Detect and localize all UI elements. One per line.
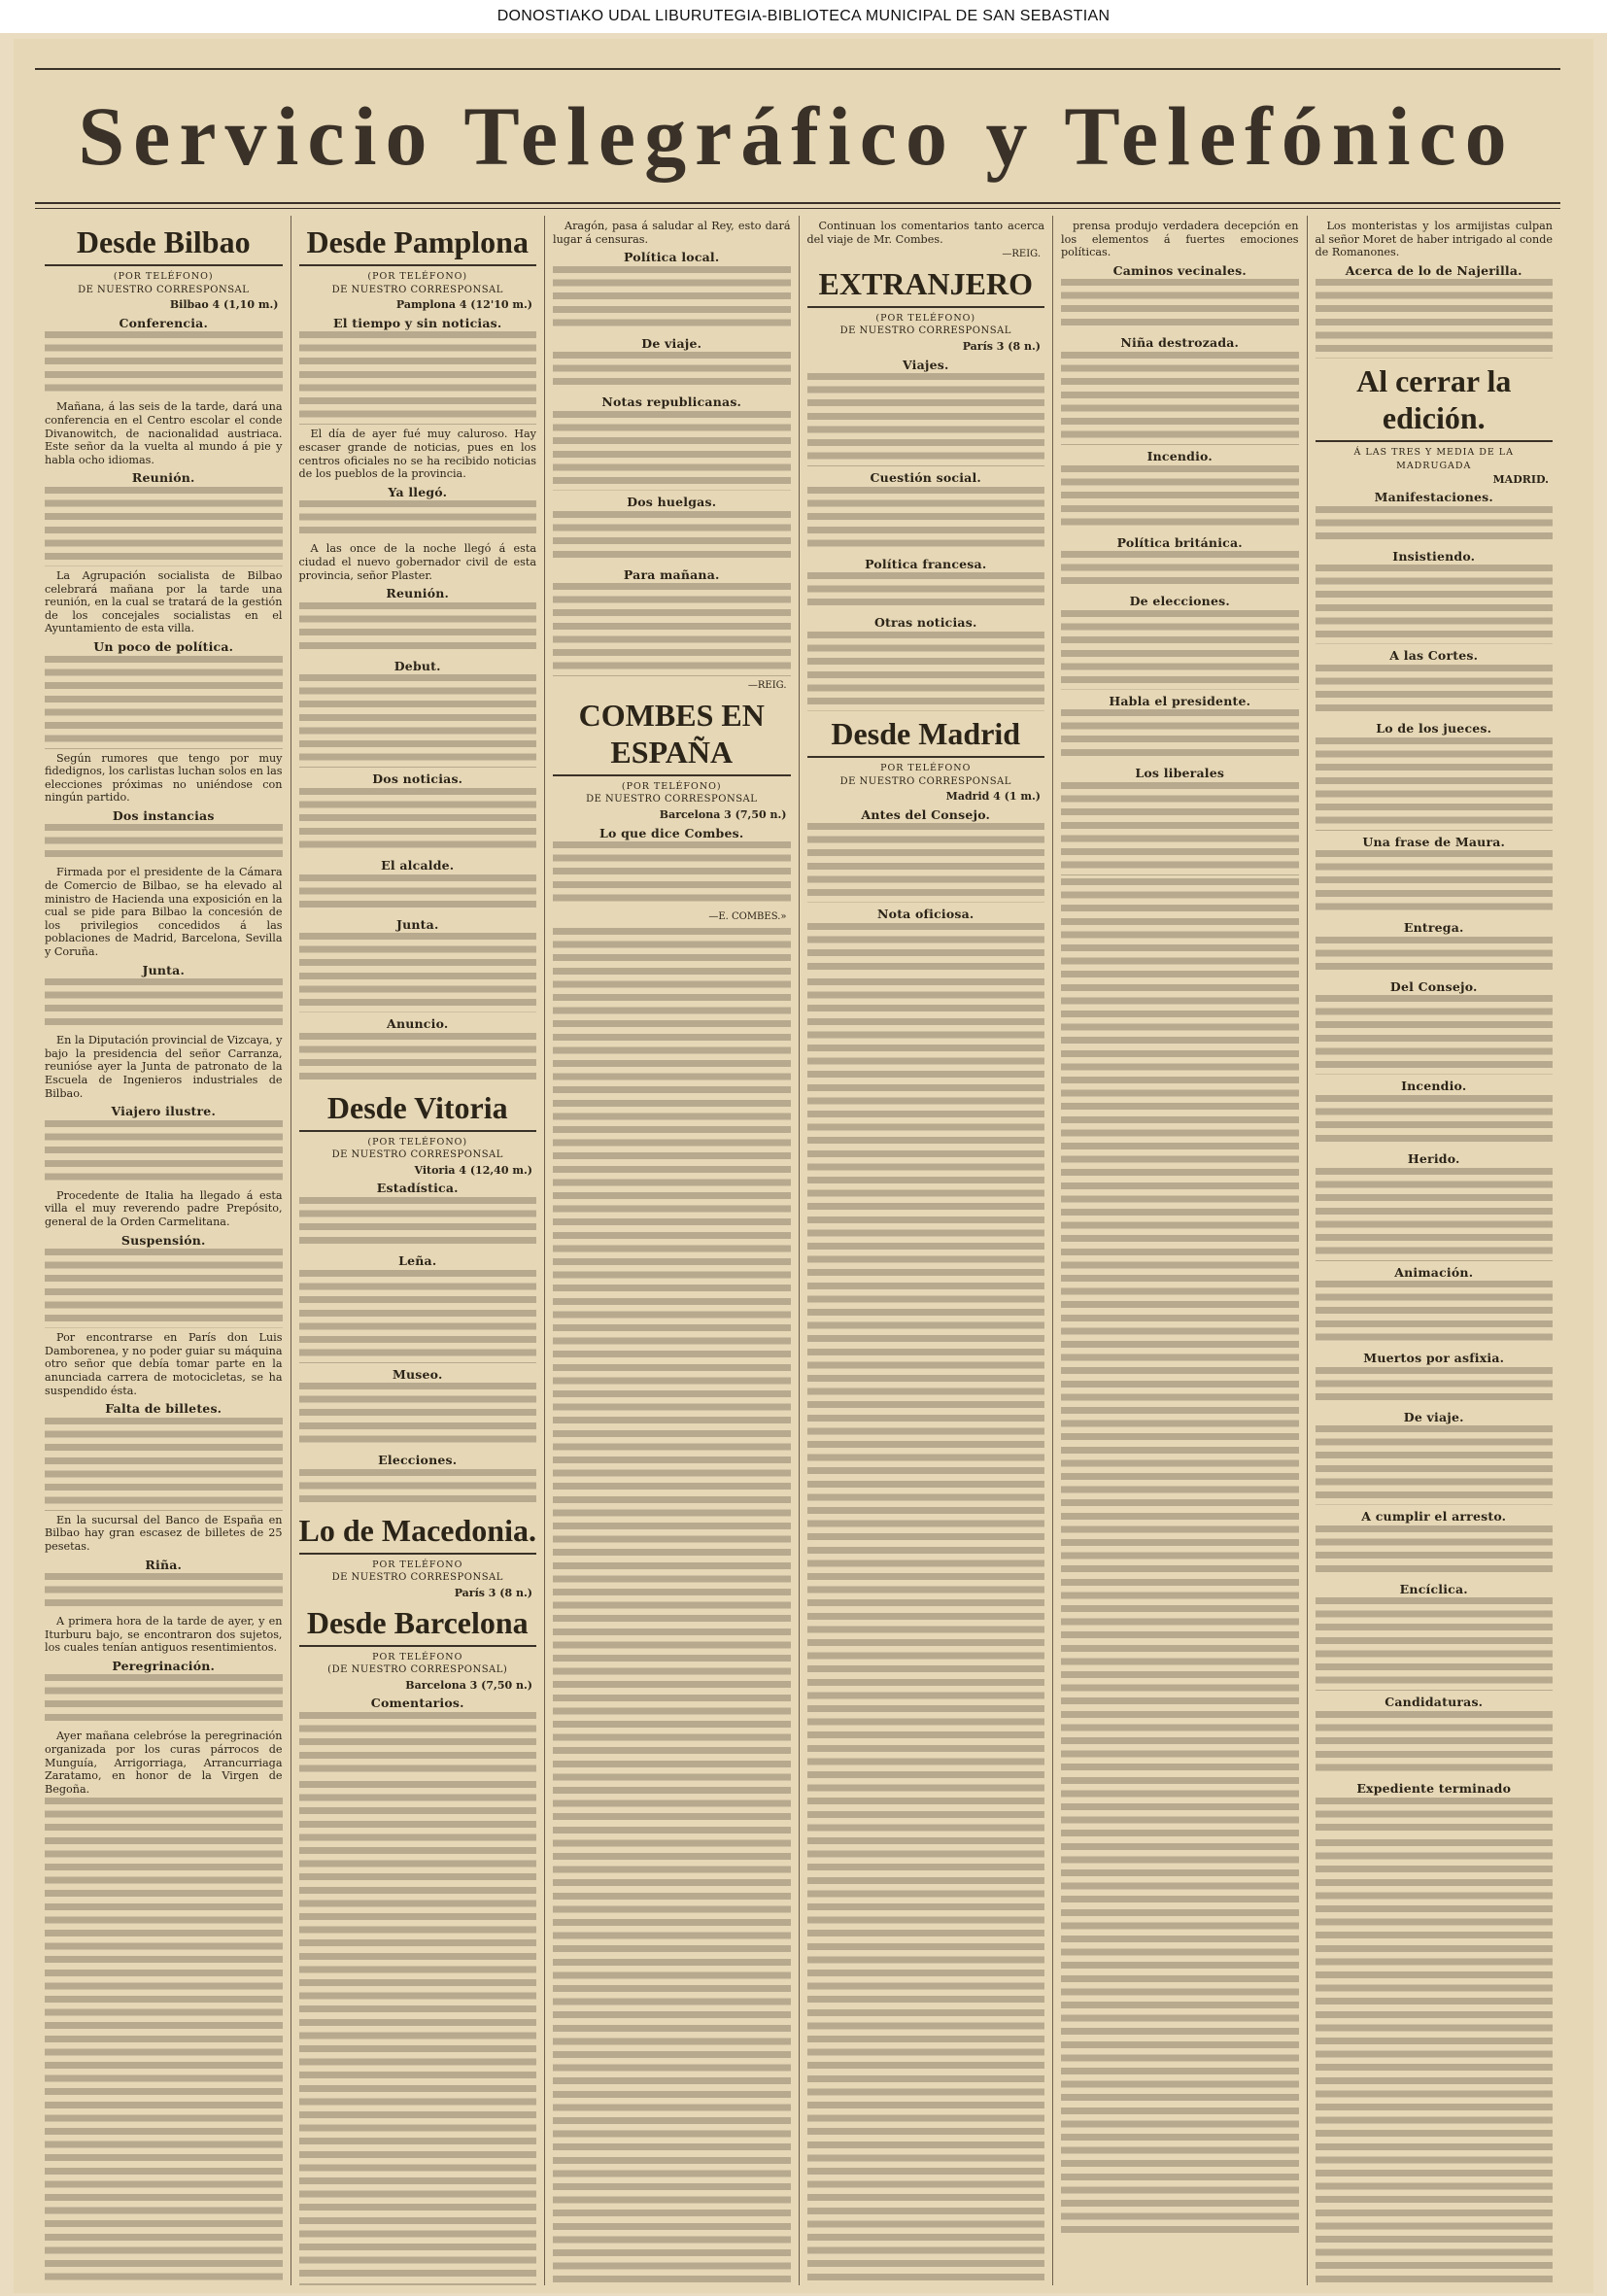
subheading: Conferencia. — [119, 315, 209, 330]
body-text-texture — [1316, 1367, 1554, 1406]
subheading: El tiempo y sin noticias. — [333, 315, 502, 330]
body-text-texture — [45, 1798, 283, 2285]
body-text-texture — [807, 632, 1045, 711]
body-text-texture — [299, 331, 537, 425]
body-text-texture — [1061, 352, 1299, 445]
dateline: Vitoria 4 (12,40 m.) — [414, 1163, 532, 1177]
subheading: Insistiendo. — [1392, 548, 1476, 564]
subheading: Del Consejo. — [1389, 978, 1478, 994]
subheading: Falta de billetes. — [105, 1401, 222, 1417]
subheading: Habla el presidente. — [1109, 693, 1251, 708]
body-text-texture — [1316, 1525, 1554, 1578]
byline-correspondent: DE NUESTRO CORRESPONSAL — [78, 284, 250, 295]
article-paragraph: A las once de la noche llegó á esta ciudad el nuevo gobernador civil de esta provincia, señor Plaster. — [298, 542, 536, 582]
subheading: Los liberales — [1135, 766, 1225, 781]
body-text-texture — [45, 824, 283, 863]
body-text-texture — [299, 1383, 537, 1449]
subheading: Reunión. — [131, 470, 195, 486]
body-text-texture — [807, 373, 1045, 466]
body-text-texture — [807, 487, 1045, 553]
body-text-texture — [299, 1712, 537, 1778]
body-text-texture — [1061, 878, 1299, 2239]
subheading: De elecciones. — [1129, 594, 1230, 609]
subheading: Acerca de lo de Najerilla. — [1345, 262, 1522, 278]
subheading: Lo que dice Combes. — [599, 825, 744, 840]
subheading: Expediente terminado — [1356, 1781, 1512, 1797]
masthead-bottom-rule-thin — [35, 208, 1560, 209]
masthead-title: Servicio Telegráfico y Telefónico — [78, 89, 1516, 183]
byline: POR TELÉFONO — [880, 762, 972, 773]
subheading: Junta. — [142, 962, 186, 977]
section-heading: Al cerrar la edición. — [1316, 362, 1554, 442]
column-4 — [799, 216, 1053, 2285]
article-paragraph: La Agrupación socialista de Bilbao celebrará mañana por la tarde una reunión, en la cual se tratará de la gestión de los concejales socialistas en el Ayuntamiento de esta villa. — [45, 568, 283, 635]
body-text-texture — [299, 602, 537, 655]
article-paragraph: prensa produjo verdadera decepción en los elementos á fuertes emociones políticas. — [1061, 220, 1299, 259]
body-text-texture — [299, 788, 537, 854]
subheading: Nota oficiosa. — [877, 907, 974, 922]
dateline: París 3 (8 n.) — [962, 339, 1041, 353]
byline-correspondent: (DE NUESTRO CORRESPONSAL) — [327, 1664, 508, 1676]
body-text-texture — [1061, 610, 1299, 690]
body-text-texture — [1061, 465, 1299, 531]
article-paragraph: En la sucursal del Banco de España en Bilbao hay gran escasez de billetes de 25 pesetas. — [45, 1513, 283, 1553]
byline: (POR TELÉFONO) — [367, 1136, 468, 1148]
subheading: Política francesa. — [865, 556, 987, 571]
top-rule — [35, 68, 1560, 70]
dateline: Bilbao 4 (1,10 m.) — [169, 298, 279, 312]
body-text-texture — [1316, 506, 1554, 545]
body-text-texture — [807, 572, 1045, 611]
signature: —REIG. — [747, 680, 787, 692]
subheading: Candidaturas. — [1385, 1695, 1484, 1710]
byline: (POR TELÉFONO) — [875, 312, 976, 324]
body-text-texture — [1061, 782, 1299, 875]
body-text-texture — [1316, 665, 1554, 717]
article-paragraph: Continuan los comentarios tanto acerca del viaje de Mr. Combes. — [806, 220, 1044, 246]
byline-correspondent: DE NUESTRO CORRESPONSAL — [331, 284, 503, 295]
body-text-texture — [1061, 551, 1299, 590]
body-text-texture — [1316, 1798, 1554, 1836]
subheading: Ya llegó. — [388, 484, 448, 499]
body-text-texture — [1316, 1839, 1554, 2285]
subheading: A las Cortes. — [1389, 648, 1479, 664]
subheading: Entrega. — [1403, 920, 1464, 936]
subheading: Elecciones. — [378, 1453, 458, 1468]
body-text-texture — [1316, 737, 1554, 831]
section-heading: COMBES EN ESPAÑA — [553, 697, 791, 776]
dateline: Madrid 4 (1 m.) — [945, 790, 1041, 804]
subheading: El alcalde. — [381, 857, 455, 873]
dateline: Barcelona 3 (7,50 n.) — [405, 1678, 532, 1692]
section-heading: Desde Barcelona — [299, 1604, 537, 1647]
body-text-texture — [807, 823, 1045, 903]
subheading: Dos huelgas. — [627, 494, 717, 509]
subheading: Lo de los jueces. — [1376, 720, 1492, 736]
subheading: Junta. — [395, 916, 439, 932]
subheading: Notas republicanas. — [601, 394, 742, 410]
subheading: Comentarios. — [370, 1696, 464, 1711]
subheading: Política británica. — [1116, 534, 1243, 550]
body-text-texture — [45, 1120, 283, 1186]
byline: (POR TELÉFONO) — [367, 271, 468, 282]
body-text-texture — [553, 928, 791, 2285]
body-text-texture — [299, 874, 537, 913]
article-paragraph: Firmada por el presidente de la Cámara de Comercio de Bilbao, se ha elevado al ministro de Hacienda una exposición en la cual se pide para Bilbao la concesión de los privilegios concedidos á las poblaciones de Madrid, Barcelona, Sevilla y Coruña. — [45, 866, 283, 959]
article-paragraph: Por encontrarse en París don Luis Damborenea, y no poder guiar su máquina otro señor que debía tomar parte en la anunciada carrera de motocicletas, se ha suspendido ésta. — [45, 1331, 283, 1397]
body-text-texture — [553, 352, 791, 391]
byline: Á LAS TRES Y MEDIA DE LA MADRUGADA — [1353, 447, 1514, 471]
subheading: Viajes. — [902, 357, 949, 372]
body-text-texture — [45, 656, 283, 749]
subheading: Manifestaciones. — [1374, 490, 1493, 505]
signature: —E. COMBES.» — [708, 911, 787, 923]
body-text-texture — [45, 978, 283, 1031]
body-text-texture — [1316, 1095, 1554, 1148]
subheading: Niña destrozada. — [1120, 335, 1240, 351]
subheading: Riña. — [145, 1557, 183, 1572]
article-paragraph: Según rumores que tengo por muy fidedignos, los carlistas luchan solos en las elecciones próximas no uniéndose con ningún partido. — [45, 751, 283, 805]
body-text-texture — [553, 266, 791, 332]
subheading: Para mañana. — [623, 566, 720, 582]
subheading: Herido. — [1407, 1150, 1460, 1166]
subheading: Viajero ilustre. — [111, 1104, 217, 1119]
byline: POR TELÉFONO — [372, 1559, 463, 1570]
masthead-bottom-rule — [35, 202, 1560, 204]
body-text-texture — [299, 1270, 537, 1363]
subheading: Muertos por asfixia. — [1363, 1351, 1505, 1366]
body-text-texture — [45, 1674, 283, 1727]
body-text-texture — [1316, 1597, 1554, 1691]
body-text-texture — [1316, 1281, 1554, 1347]
dateline: Pamplona 4 (12'10 m.) — [395, 298, 532, 312]
subheading: Animación. — [1394, 1264, 1474, 1280]
body-text-texture — [553, 511, 791, 564]
byline: (POR TELÉFONO) — [621, 780, 722, 792]
byline-correspondent: DE NUESTRO CORRESPONSAL — [331, 1149, 503, 1161]
byline-correspondent: DE NUESTRO CORRESPONSAL — [331, 1572, 503, 1584]
section-heading: Desde Pamplona — [299, 223, 537, 266]
column-2 — [291, 216, 545, 2285]
body-text-texture — [1061, 279, 1299, 331]
byline: (POR TELÉFONO) — [113, 271, 214, 282]
byline-correspondent: DE NUESTRO CORRESPONSAL — [839, 775, 1011, 787]
subheading: Museo. — [392, 1366, 443, 1382]
article-paragraph: Ayer mañana celebróse la peregrinación organizada por los curas párrocos de Munguía, Arrigorriaga, Arrancurriaga Zaratamo, en honor de la Virgen de Begoña. — [45, 1730, 283, 1796]
body-text-texture — [1316, 850, 1554, 916]
subheading: Incendio. — [1146, 448, 1213, 463]
body-text-texture — [299, 933, 537, 1012]
body-text-texture — [553, 841, 791, 908]
signature: —REIG. — [1002, 249, 1041, 260]
section-heading: Desde Vitoria — [299, 1089, 537, 1132]
article-paragraph: Aragón, pasa á saludar al Rey, esto dará lugar á censuras. — [553, 220, 791, 246]
subheading: Debut. — [393, 658, 441, 673]
article-paragraph: Procedente de Italia ha llegado á esta villa el muy reverendo padre Prepósito, general de la Orden Carmelitana. — [45, 1188, 283, 1228]
subheading: Suspensión. — [120, 1232, 206, 1248]
subheading: Anuncio. — [387, 1016, 449, 1032]
byline-correspondent: DE NUESTRO CORRESPONSAL — [839, 326, 1011, 337]
body-text-texture — [1316, 1425, 1554, 1505]
body-text-texture — [1316, 565, 1554, 644]
body-text-texture — [45, 1249, 283, 1328]
section-heading: EXTRANJERO — [807, 265, 1045, 308]
body-text-texture — [299, 674, 537, 768]
column-6 — [1307, 216, 1561, 2285]
body-text-texture — [553, 411, 791, 491]
body-text-texture — [45, 1573, 283, 1612]
article-paragraph: Los monteristas y los armijistas culpan al señor Moret de haber intrigado al conde de Romanones. — [1315, 220, 1553, 259]
article-columns — [37, 216, 1560, 2285]
section-heading: Lo de Macedonia. — [299, 1512, 537, 1555]
body-text-texture — [807, 978, 1045, 2285]
body-text-texture — [299, 1469, 537, 1508]
body-text-texture — [299, 1781, 537, 2285]
subheading: Cuestión social. — [870, 470, 981, 486]
body-text-texture — [299, 500, 537, 539]
subheading: Dos noticias. — [372, 771, 463, 787]
dateline: París 3 (8 n.) — [454, 1587, 532, 1600]
body-text-texture — [553, 583, 791, 676]
column-3 — [544, 216, 799, 2285]
subheading: Peregrinación. — [112, 1658, 216, 1673]
subheading: A cumplir el arresto. — [1361, 1509, 1507, 1525]
body-text-texture — [1316, 1711, 1554, 1777]
body-text-texture — [299, 1197, 537, 1250]
byline: POR TELÉFONO — [372, 1651, 463, 1662]
article-paragraph: En la Diputación provincial de Vizcaya, y bajo la presidencia del señor Carranza, reunióse ayer la Junta de patronato de la Escuela de Ingenieros industriales de Bilbao. — [45, 1034, 283, 1100]
article-paragraph: El día de ayer fué muy caluroso. Hay escaser grande de noticias, pues en los centros oficiales no se ha recibido noticias de los pueblos de la provincia. — [298, 428, 536, 481]
subheading: Encíclica. — [1399, 1581, 1468, 1596]
body-text-texture — [1061, 709, 1299, 762]
body-text-texture — [45, 1418, 283, 1511]
subheading: De viaje. — [641, 335, 702, 351]
section-heading: Desde Madrid — [807, 715, 1045, 758]
subheading: Antes del Consejo. — [861, 806, 991, 822]
subheading: Otras noticias. — [873, 615, 977, 631]
dateline: Barcelona 3 (7,50 n.) — [659, 807, 787, 821]
subheading: Estadística. — [376, 1181, 459, 1196]
body-text-texture — [45, 331, 283, 397]
archive-source-label: DONOSTIAKO UDAL LIBURUTEGIA-BIBLIOTECA MUNICIPAL DE SAN SEBASTIAN — [0, 0, 1607, 33]
subheading: De viaje. — [1403, 1409, 1464, 1424]
subheading: Una frase de Maura. — [1362, 834, 1506, 849]
body-text-texture — [299, 1033, 537, 1085]
article-paragraph: A primera hora de la tarde de ayer, y en Iturburu bajo, se encontraron dos sujetos, los cuales tenían antiguos resentimientos. — [45, 1615, 283, 1655]
body-text-texture — [45, 487, 283, 566]
body-text-texture — [1316, 279, 1554, 359]
byline-correspondent: DE NUESTRO CORRESPONSAL — [586, 794, 758, 805]
subheading: Caminos vecinales. — [1112, 262, 1247, 278]
subheading: Incendio. — [1401, 1079, 1467, 1094]
body-text-texture — [1316, 937, 1554, 976]
body-text-texture — [1316, 1168, 1554, 1261]
column-5 — [1052, 216, 1307, 2285]
body-text-texture — [1316, 995, 1554, 1075]
body-text-texture — [807, 923, 1045, 976]
subheading: Leña. — [398, 1253, 437, 1269]
subheading: Dos instancias — [112, 807, 215, 823]
subheading: Reunión. — [386, 586, 450, 601]
dateline: MADRID. — [1492, 472, 1549, 486]
subheading: Política local. — [624, 250, 720, 265]
article-paragraph: Mañana, á las seis de la tarde, dará una conferencia en el Centro escolar el conde Divanowitch, de nacionalidad austriaca. Este señor da la vuelta al mundo á pie y habla ocho idiomas. — [45, 400, 283, 466]
column-1 — [37, 216, 291, 2285]
section-heading: Desde Bilbao — [45, 223, 283, 266]
subheading: Un poco de política. — [93, 638, 234, 654]
